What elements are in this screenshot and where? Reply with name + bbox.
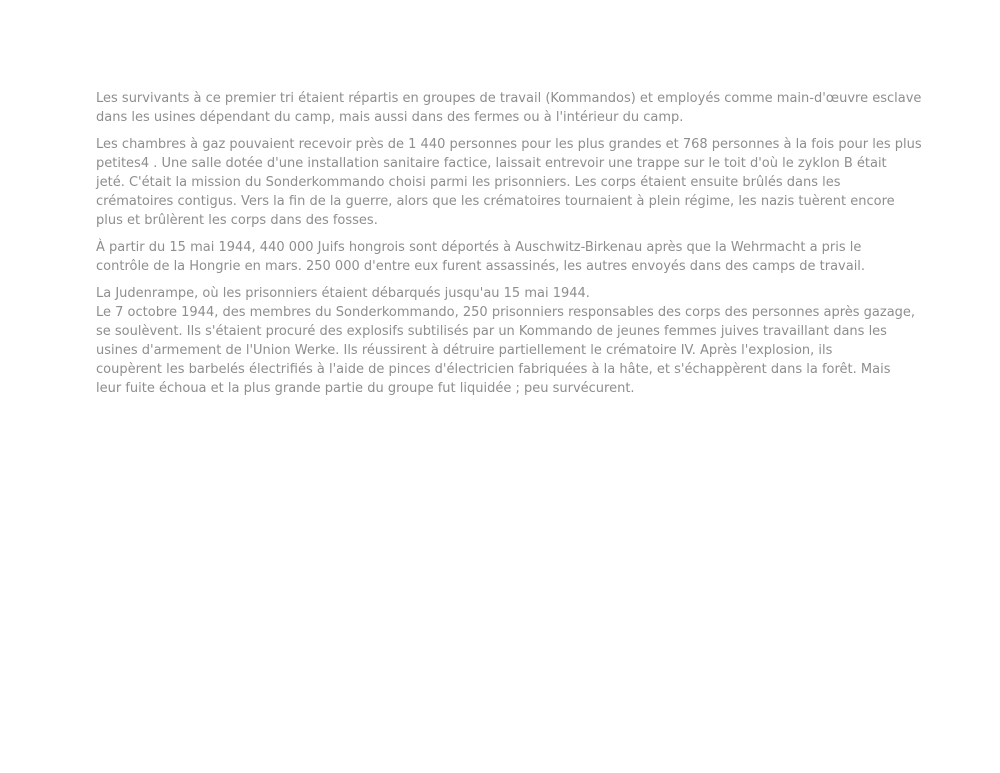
text-line: contrôle de la Hongrie en mars. 250 000 d'entre eux furent assassinés, les autres envoyés dans des camps de travail.	[96, 259, 866, 274]
text-line: Les survivants à ce premier tri étaient répartis en groupes de travail (Kommandos) et employés comme main-d'œuvre esclave	[96, 91, 922, 106]
paragraph-survivors-work-groups	[96, 89, 960, 127]
text-line: plus et brûlèrent les corps dans des fosses.	[96, 213, 378, 228]
text-line: dans les usines dépendant du camp, mais aussi dans des fermes ou à l'intérieur du camp.	[96, 110, 684, 125]
text-line: À partir du 15 mai 1944, 440 000 Juifs hongrois sont déportés à Auschwitz-Birkenau après que la Wehrmacht a pris le	[96, 240, 862, 255]
text-line: Le 7 octobre 1944, des membres du Sonderkommando, 250 prisonniers responsables des corps des personnes après gazage,	[96, 305, 916, 320]
text-line: jeté. C'était la mission du Sonderkommando choisi parmi les prisonniers. Les corps étaient ensuite brûlés dans les	[96, 175, 841, 190]
text-line: se soulèvent. Ils s'étaient procuré des explosifs subtilisés par un Kommando de jeunes femmes juives travaillant dans les	[96, 324, 887, 339]
text-line: usines d'armement de l'Union Werke. Ils réussirent à détruire partiellement le crématoire IV. Après l'explosion, ils	[96, 343, 833, 358]
text-line: Les chambres à gaz pouvaient recevoir près de 1 440 personnes pour les plus grandes et 768 personnes à la fois pour les plus	[96, 137, 922, 152]
text-line: coupèrent les barbelés électrifiés à l'aide de pinces d'électricien fabriquées à la hâte, et s'échappèrent dans la forêt. Mais	[96, 362, 891, 377]
text-line: petites4 . Une salle dotée d'une installation sanitaire factice, laissait entrevoir une trappe sur le toit d'où le zyklon B était	[96, 156, 887, 171]
paragraph-judenrampe-sonderkommando-revolt	[96, 284, 960, 398]
text-line: leur fuite échoua et la plus grande partie du groupe fut liquidée ; peu survécurent.	[96, 381, 635, 396]
text-line: crématoires contigus. Vers la fin de la guerre, alors que les crématoires tournaient à plein régime, les nazis tuèrent encore	[96, 194, 895, 209]
text-line: La Judenrampe, où les prisonniers étaient débarqués jusqu'au 15 mai 1944.	[96, 286, 590, 301]
paragraph-hungarian-jews-deportation	[96, 238, 960, 276]
paragraph-gas-chambers	[96, 135, 960, 230]
